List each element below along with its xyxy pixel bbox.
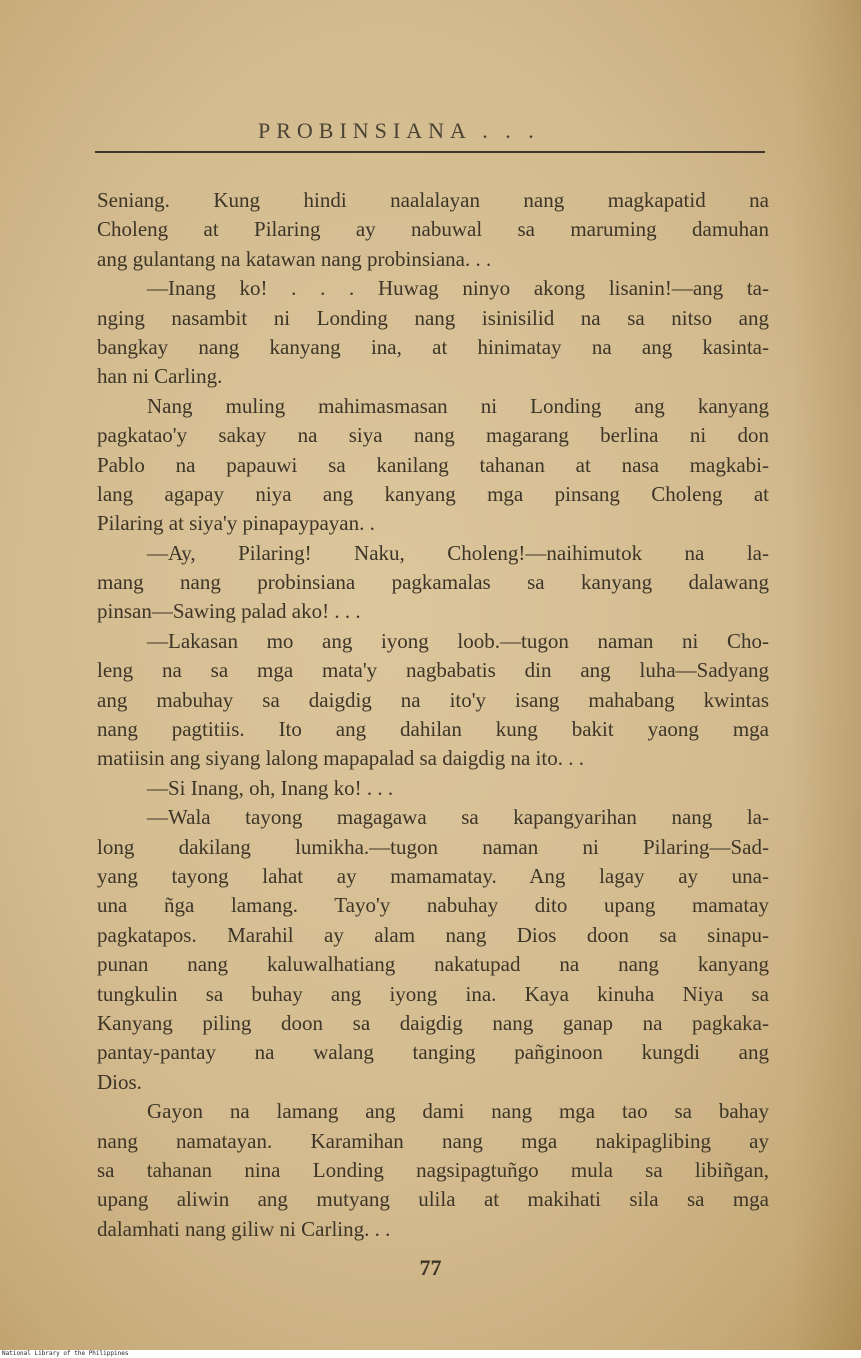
text-line: yang tayong lahat ay mamamatay. Ang lagay ay una- xyxy=(97,863,769,888)
library-watermark-label: National Library of the Philippines xyxy=(2,1350,129,1357)
text-line: mang nang probinsiana pagkamalas sa kanyang dalawang xyxy=(97,570,769,595)
text-line: Choleng at Pilaring ay nabuwal sa maruming damuhan xyxy=(97,217,769,242)
page-number: 77 xyxy=(419,1255,442,1280)
text-line: pagkatapos. Marahil ay alam nang Dios doon sa sinapu- xyxy=(97,922,769,947)
text-line: sa tahanan nina Londing nagsipagtuñgo mula sa libiñgan, xyxy=(97,1157,769,1182)
text-line: matiisin ang siyang lalong mapapalad sa daigdig na ito. . . xyxy=(97,746,584,771)
text-line: pinsan—Sawing palad ako! . . . xyxy=(97,599,361,624)
text-line: lang agapay niya ang kanyang mga pinsang Choleng at xyxy=(97,481,769,506)
text-line: long dakilang lumikha.—tugon naman ni Pilaring—Sad- xyxy=(97,834,769,859)
text-line: —Si Inang, oh, Inang ko! . . . xyxy=(147,775,394,800)
text-line: upang aliwin ang mutyang ulila at makihati sila sa mga xyxy=(97,1187,769,1212)
text-line: nging nasambit ni Londing nang isinisilid na sa nitso ang xyxy=(97,305,769,330)
text-line: Nang muling mahimasmasan ni Londing ang kanyang xyxy=(147,393,769,418)
text-line: ang gulantang na katawan nang probinsiana. . . xyxy=(97,246,492,271)
body-text xyxy=(97,186,769,1244)
text-line: leng na sa mga mata'y nagbabatis din ang luha—Sadyang xyxy=(97,658,769,683)
text-line: una ñga lamang. Tayo'y nabuhay dito upang mamatay xyxy=(97,893,769,918)
text-line: punan nang kaluwalhatiang nakatupad na nang kanyang xyxy=(97,952,769,977)
text-line: —Lakasan mo ang iyong loob.—tugon naman ni Cho- xyxy=(147,628,769,653)
text-line: —Wala tayong magagawa sa kapangyarihan nang la- xyxy=(147,805,769,830)
text-line: han ni Carling. xyxy=(97,364,223,389)
text-line: Gayon na lamang ang dami nang mga tao sa bahay xyxy=(147,1099,769,1124)
text-line: Pablo na papauwi sa kanilang tahanan at nasa magkabi- xyxy=(97,452,769,477)
text-line: pagkatao'y sakay na siya nang magarang berlina ni don xyxy=(97,423,769,448)
text-line: Kanyang piling doon sa daigdig nang ganap na pagkaka- xyxy=(97,1010,769,1035)
text-line: tungkulin sa buhay ang iyong ina. Kaya kinuha Niya sa xyxy=(97,981,769,1006)
running-header: PROBINSIANA . . . xyxy=(258,118,540,143)
text-line: Seniang. Kung hindi naalalayan nang magkapatid na xyxy=(97,188,769,212)
text-line: Dios. xyxy=(97,1069,142,1094)
page-edge-shading xyxy=(791,0,861,1350)
text-line: Pilaring at siya'y pinapaypayan. . xyxy=(97,511,375,536)
header-rule xyxy=(95,151,765,153)
text-line: —Ay, Pilaring! Naku, Choleng!—naihimutok na la- xyxy=(147,540,769,565)
footer-strip xyxy=(0,1350,861,1358)
text-line: nang pagtitiis. Ito ang dahilan kung bakit yaong mga xyxy=(97,717,769,742)
text-line: nang namatayan. Karamihan nang mga nakipaglibing ay xyxy=(97,1128,769,1153)
text-line: dalamhati nang giliw ni Carling. . . xyxy=(97,1216,391,1241)
text-line: ang mabuhay sa daigdig na ito'y isang mahabang kwintas xyxy=(97,687,769,712)
text-line: —Inang ko! . . . Huwag ninyo akong lisanin!—ang ta- xyxy=(147,276,769,301)
text-line: pantay-pantay na walang tanging pañginoon kungdi ang xyxy=(97,1040,769,1065)
text-line: bangkay nang kanyang ina, at hinimatay na ang kasinta- xyxy=(97,334,769,359)
